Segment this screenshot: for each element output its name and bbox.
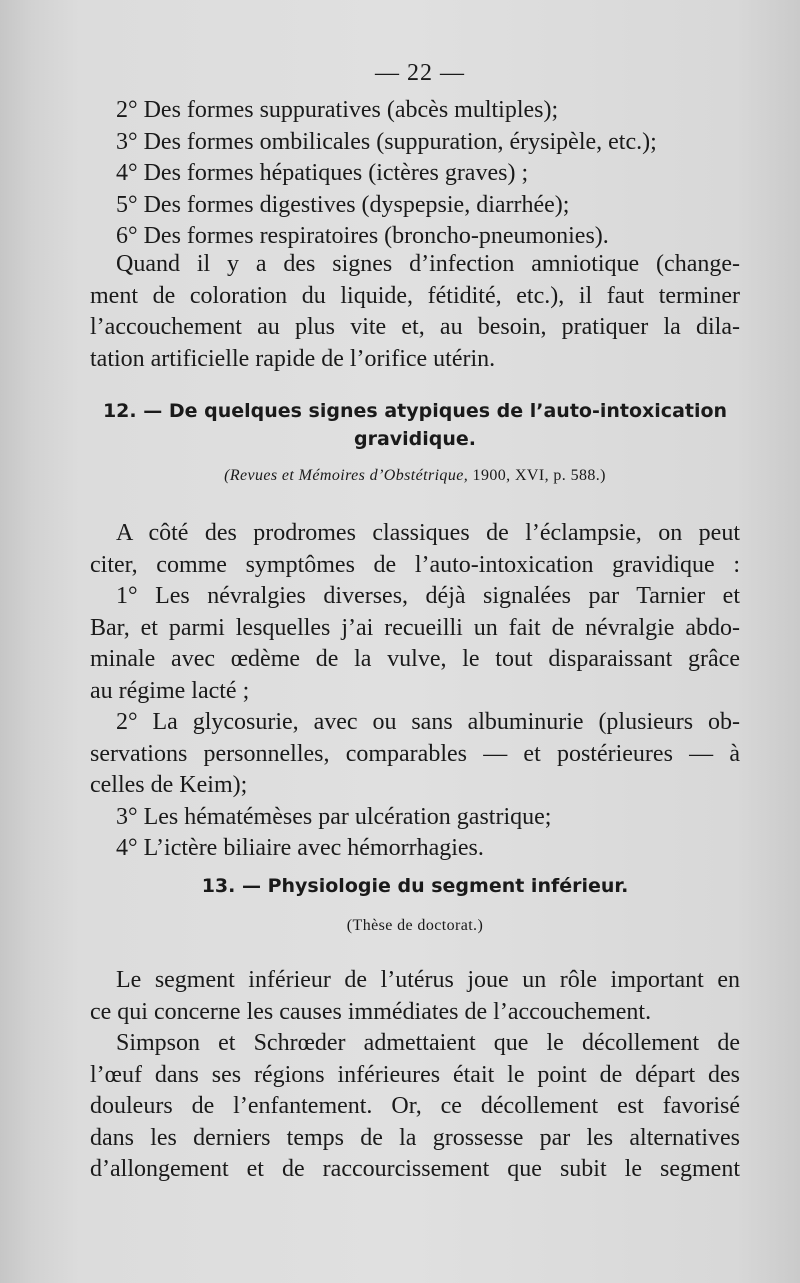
source-details: 1900, XVI, p. 588.) (468, 467, 606, 484)
text-line: 1° Les névralgies diverses, déjà signalées par Tarnier et (116, 583, 740, 609)
text-line: celles de Keim); (90, 772, 248, 798)
section-13-heading (90, 872, 740, 900)
text-line: ce qui concerne les causes immédiates de l’accouchement. (90, 998, 652, 1025)
section-13-body (90, 965, 740, 1186)
text-line: Quand il y a des signes d’infection amniotique (change- (116, 251, 740, 277)
section-12-heading (90, 397, 740, 453)
list-item: 2° Des formes suppuratives (abcès multiples); (116, 97, 559, 123)
section-12-source (90, 467, 740, 485)
text-line: douleurs de l’enfantement. Or, ce décollement est favorisé (90, 1093, 740, 1119)
text-line: ment de coloration du liquide, fétidité, etc.), il faut terminer (90, 282, 740, 309)
source-citation: (Thèse de doctorat.) (346, 917, 484, 934)
section-13-source (90, 917, 740, 935)
section-title: 12. — De quelques signes atypiques de l’auto-intoxication (102, 400, 728, 422)
text-line: tation artificielle rapide de l’orifice utérin. (90, 345, 496, 372)
list-item: 5° Des formes digestives (dyspepsie, diarrhée); (116, 191, 570, 218)
text-line: Simpson et Schrœder admettaient que le décollement de (116, 1030, 740, 1056)
page-number: — 22 — (375, 60, 465, 86)
source-journal: (Revues et Mémoires d’Obstétrique, (224, 467, 469, 484)
text-line: Bar, et parmi lesquelles j’ai recueilli un fait de névralgie abdo- (90, 614, 740, 641)
text-line: l’accouchement au plus vite et, au besoin, pratiquer la dila- (90, 314, 740, 340)
text-line: au régime lacté ; (90, 677, 250, 704)
list-item: 4° Des formes hépatiques (ictères graves) ; (116, 160, 529, 186)
list-item: 6° Des formes respiratoires (broncho-pneumonies). (116, 223, 609, 249)
text-line: minale avec œdème de la vulve, le tout disparaissant grâce (90, 646, 740, 672)
text-line: 3° Les hématémèses par ulcération gastrique; (116, 803, 552, 830)
text-line: d’allongement et de raccourcissement que subit le segment (90, 1156, 740, 1182)
list-item: 3° Des formes ombilicales (suppuration, érysipèle, etc.); (116, 128, 657, 155)
infection-paragraph (90, 249, 740, 375)
forms-list (90, 95, 740, 253)
text-line: servations personnelles, comparables — et postérieures — à (90, 740, 740, 767)
text-line: 2° La glycosurie, avec ou sans albuminurie (plusieurs ob- (116, 709, 740, 735)
section-title-continuation: gravidique. (353, 428, 477, 450)
text-line: A côté des prodromes classiques de l’éclampsie, on peut (116, 520, 740, 546)
section-12-body (90, 518, 740, 865)
source-citation (90, 467, 740, 485)
text-line: citer, comme symptômes de l’auto-intoxication gravidique : (90, 551, 740, 578)
text-line: dans les derniers temps de la grossesse par les alternatives (90, 1124, 740, 1151)
text-line: l’œuf dans ses régions inférieures était le point de départ des (90, 1061, 740, 1088)
section-title: 13. — Physiologie du segment inférieur. (201, 875, 629, 897)
text-line: 4° L’ictère biliaire avec hémorrhagies. (116, 835, 484, 861)
text-line: Le segment inférieur de l’utérus joue un rôle important en (116, 967, 740, 993)
